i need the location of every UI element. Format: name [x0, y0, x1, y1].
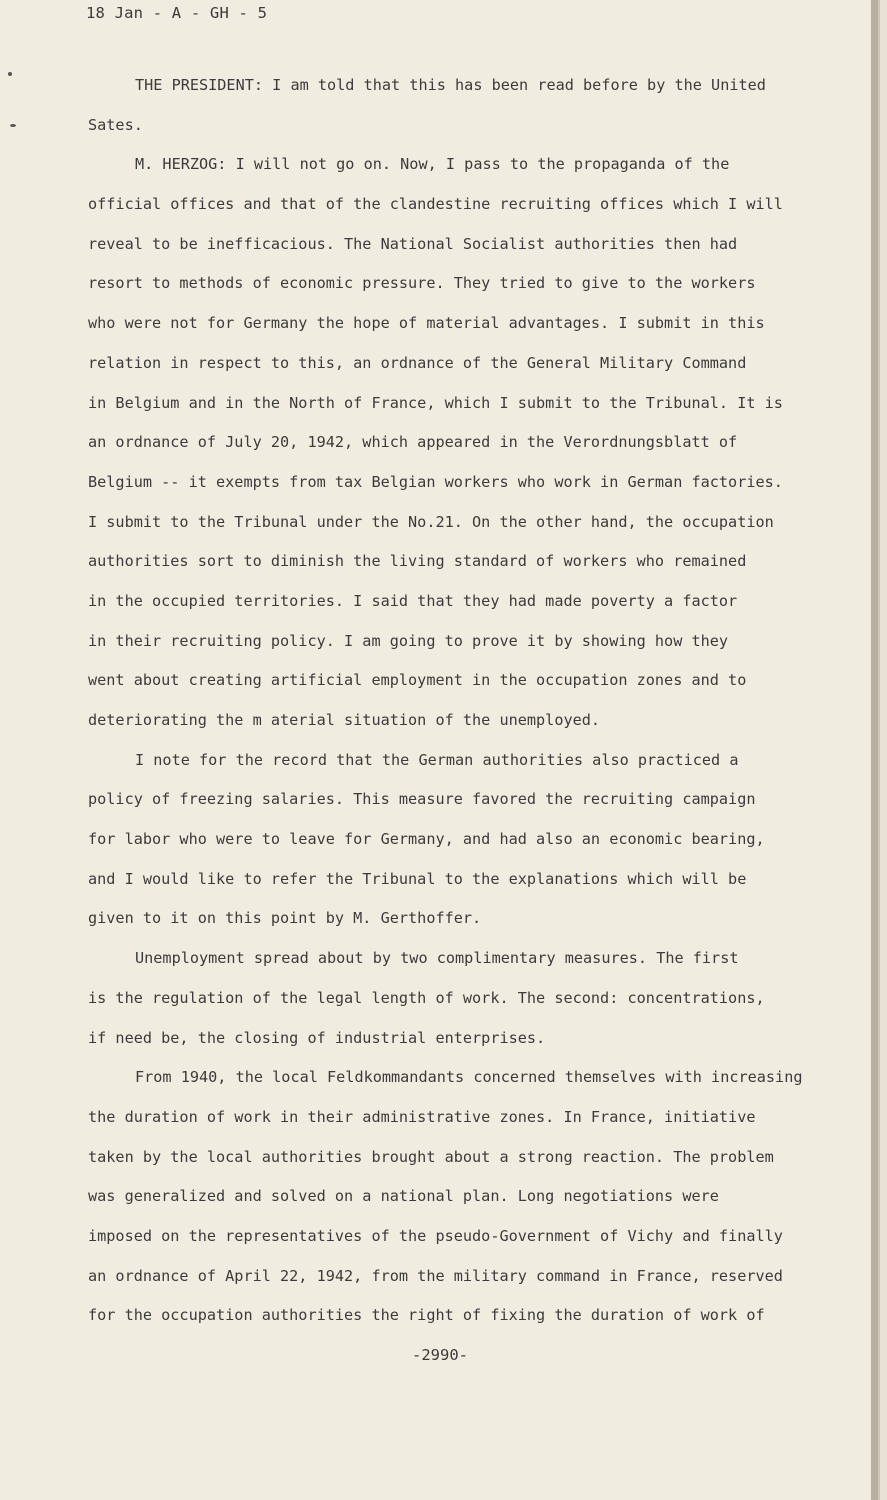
- text-line: policy of freezing salaries. This measure favored the recruiting campaign: [88, 790, 756, 809]
- text-line: Belgium -- it exempts from tax Belgian workers who work in German factories.: [88, 472, 783, 491]
- text-line: Unemployment spread about by two complimentary measures. The first: [135, 949, 739, 968]
- text-line: relation in respect to this, an ordnance of the General Military Command: [88, 353, 747, 372]
- text-line: authorities sort to diminish the living standard of workers who remained: [88, 552, 747, 571]
- text-line: M. HERZOG: I will not go on. Now, I pass to the propaganda of the: [135, 155, 730, 174]
- text-line: an ordnance of April 22, 1942, from the military command in France, reserved: [88, 1266, 783, 1285]
- text-line: is the regulation of the legal length of work. The second: concentrations,: [88, 988, 765, 1007]
- transcript-body: [88, 66, 848, 1336]
- text-line: resort to methods of economic pressure. They tried to give to the workers: [88, 274, 756, 293]
- text-line: for labor who were to leave for Germany, and had also an economic bearing,: [88, 830, 765, 849]
- text-line: given to it on this point by M. Gerthoffer.: [88, 909, 482, 928]
- text-line: deteriorating the m aterial situation of the unemployed.: [88, 711, 601, 729]
- text-line: who were not for Germany the hope of material advantages. I submit in this: [88, 314, 765, 333]
- text-line: in the occupied territories. I said that they had made poverty a factor: [88, 591, 738, 610]
- text-line: official offices and that of the clandestine recruiting offices which I will: [88, 195, 783, 214]
- text-line: From 1940, the local Feldkommandants concerned themselves with increasing: [135, 1068, 803, 1087]
- text-line: taken by the local authorities brought about a strong reaction. The problem: [88, 1147, 774, 1166]
- text-line: THE PRESIDENT: I am told that this has been read before by the United: [135, 76, 766, 94]
- text-line: imposed on the representatives of the pseudo-Government of Vichy and finally: [88, 1226, 783, 1245]
- page-number: -2990-: [412, 1346, 468, 1364]
- margin-mark: [10, 124, 16, 127]
- text-line: if need be, the closing of industrial enterprises.: [88, 1028, 546, 1047]
- text-line: Sates.: [88, 115, 143, 134]
- text-line: and I would like to refer the Tribunal to the explanations which will be: [88, 869, 747, 888]
- text-line: reveal to be inefficacious. The National Socialist authorities then had: [88, 234, 738, 253]
- margin-mark: [8, 72, 12, 76]
- text-line: in their recruiting policy. I am going to prove it by showing how they: [88, 631, 729, 650]
- text-line: an ordnance of July 20, 1942, which appeared in the Verordnungsblatt of: [88, 433, 738, 452]
- text-line: I submit to the Tribunal under the No.21. On the other hand, the occupation: [88, 512, 774, 531]
- page-header: 18 Jan - A - GH - 5: [86, 4, 268, 22]
- text-line: the duration of work in their administrative zones. In France, initiative: [88, 1107, 756, 1126]
- text-line: I note for the record that the German authorities also practiced a: [135, 750, 739, 769]
- text-line: went about creating artificial employment in the occupation zones and to: [88, 671, 747, 690]
- text-line: in Belgium and in the North of France, which I submit to the Tribunal. It is: [88, 393, 783, 412]
- page-edge: [871, 0, 878, 1500]
- text-line: for the occupation authorities the right of fixing the duration of work of: [88, 1306, 765, 1325]
- text-line: was generalized and solved on a national plan. Long negotiations were: [88, 1187, 719, 1206]
